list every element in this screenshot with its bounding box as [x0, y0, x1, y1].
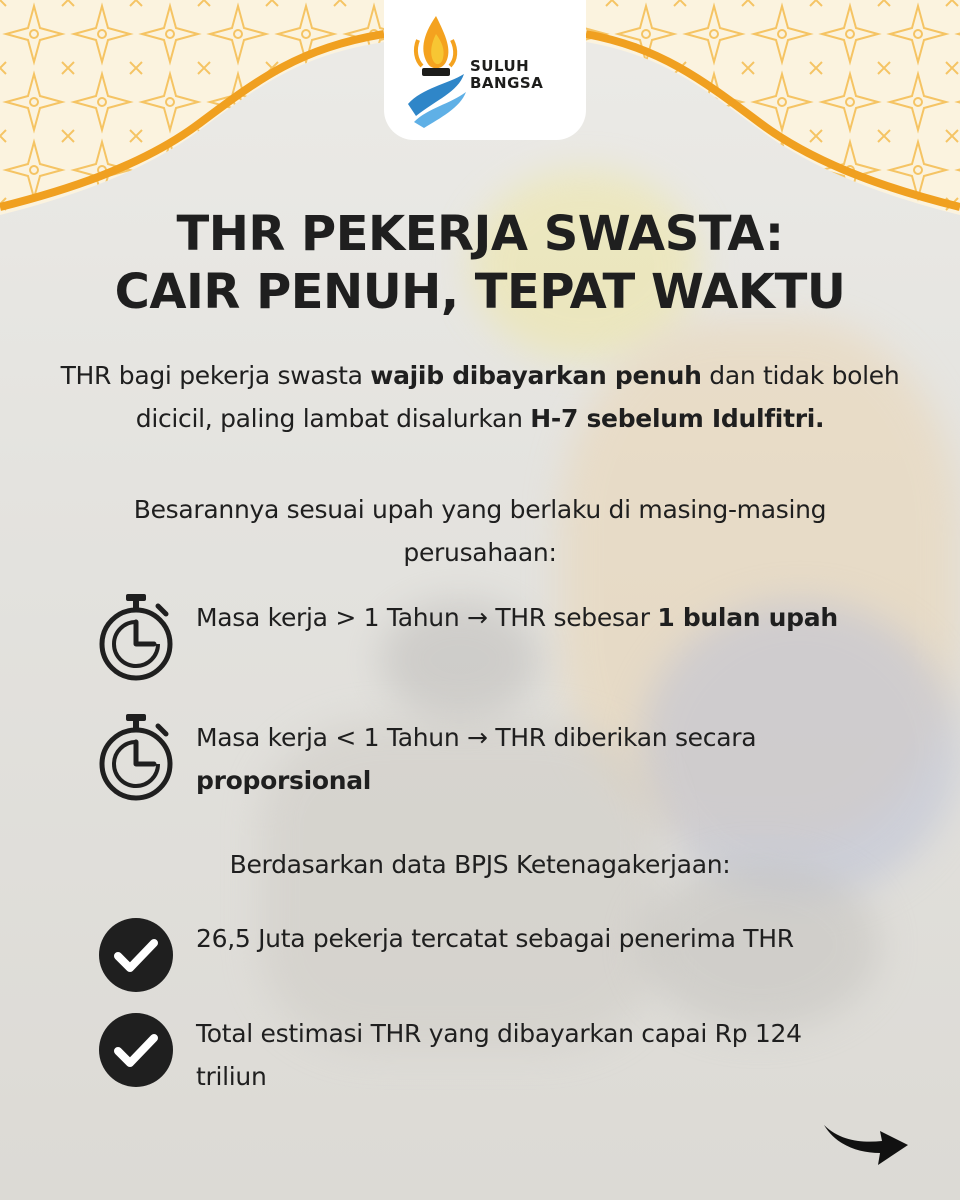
arrow-right-icon[interactable]	[820, 1115, 912, 1171]
rule-text-bold: 1 bulan upah	[657, 603, 838, 632]
intro-bold-1: wajib dibayarkan penuh	[370, 361, 702, 390]
intro-paragraph	[60, 354, 900, 440]
stopwatch-icon	[96, 712, 176, 804]
page-title	[0, 205, 960, 321]
stopwatch-icon	[96, 592, 176, 684]
rule-text	[196, 716, 886, 802]
brand-name-line2: BANGSA	[470, 74, 544, 92]
check-circle-icon	[98, 1012, 174, 1088]
fact-text: 26,5 Juta pekerja tercatat sebagai penerima THR	[196, 924, 794, 953]
brand-name-line1: SULUH	[470, 57, 530, 75]
title-line1: THR PEKERJA SWASTA:	[176, 206, 784, 262]
intro-bold-2: H-7 sebelum Idulfitri.	[530, 404, 825, 433]
fact-text: Total estimasi THR yang dibayarkan capai Rp 124 triliun	[196, 1019, 802, 1091]
rule-text-plain: Masa kerja < 1 Tahun → THR diberikan secara	[196, 723, 757, 752]
check-circle-icon	[98, 917, 174, 993]
torch-logo-icon	[402, 8, 472, 128]
intro-text-2: dan tidak boleh dicicil, paling lambat disalurkan	[135, 361, 900, 433]
title-line2: CAIR PENUH, TEPAT WAKTU	[114, 264, 846, 320]
intro-text-1: THR bagi pekerja swasta	[60, 361, 371, 390]
brand-wordmark	[470, 58, 543, 92]
rule-text	[196, 596, 886, 639]
amount-note: Besarannya sesuai upah yang berlaku di masing-masing perusahaan:	[133, 495, 827, 567]
rule-text-bold: proporsional	[196, 766, 372, 795]
bpjs-heading: Berdasarkan data BPJS Ketenagakerjaan:	[229, 850, 731, 879]
rule-text-plain: Masa kerja > 1 Tahun → THR sebesar	[196, 603, 658, 632]
